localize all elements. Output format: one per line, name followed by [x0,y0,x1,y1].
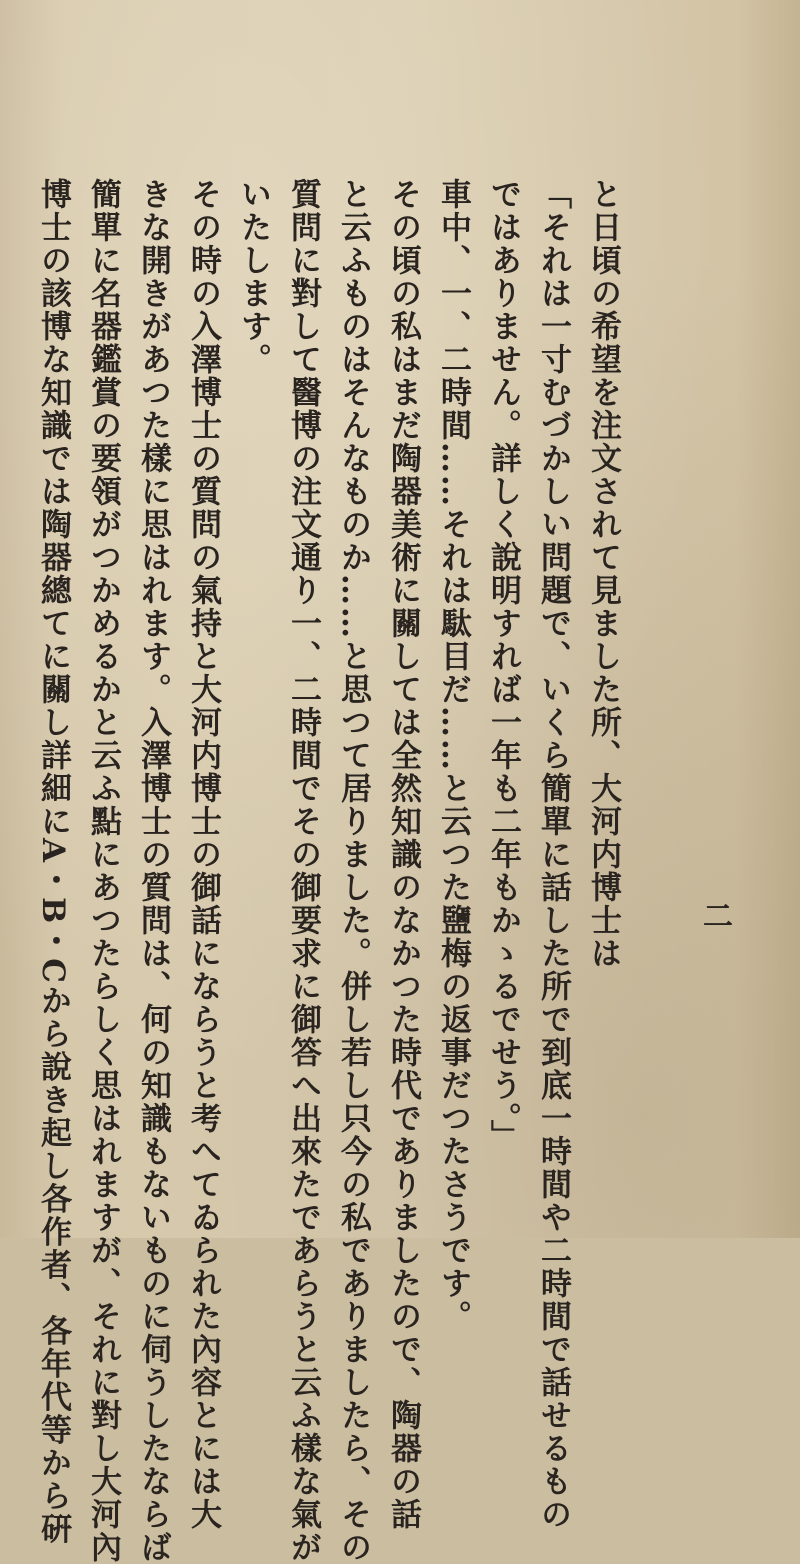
text-line: いたします。 [235,178,271,376]
text-line: 質問に對して醫博の注文通り一、二時間でその御要求に御答へ出來たであらうと云ふ樣な氣が [285,178,321,1564]
text-line: 「それは一寸むづかしい問題で、いくら簡單に話した所で到底一時間や二時間で話せるもの [535,178,571,1531]
text-line: その頃の私はまだ陶器美術に關しては全然知識のなかつた時代でありましたので、陶器の話 [385,178,421,1531]
text-line: と日頃の希望を注文されて見ました所、大河内博士は [585,178,621,970]
page-number: 二 [697,900,732,930]
body-text [28,178,628,1564]
text-line: きな開きがあつた樣に思はれます。入澤博士の質問は、何の知識もないものに伺うしたならば [135,178,171,1564]
text-line: ではありません。詳しく說明すれば一年も二年もかゝるでせう。」 [485,178,521,1153]
text-line: と云ふものはそんなものか……と思つて居りました。併し若し只今の私でありましたら、その [335,178,371,1564]
text-line: 車中、一、二時間……それは駄目だ……と云つた鹽梅の返事だつたさうです。 [435,178,471,1333]
text-line: 簡單に名器鑑賞の要領がつかめるかと云ふ點にあつたらしく思はれますが、それに對し大河內 [85,178,121,1564]
text-line: 博士の該博な知識では陶器總てに關し詳細にA・B・Cから說き起し各作者、各年代等から硏 [35,178,71,1546]
text-line: その時の入澤博士の質問の氣持と大河内博士の御話にならうと考へてゐられた內容とには大 [185,178,221,1531]
